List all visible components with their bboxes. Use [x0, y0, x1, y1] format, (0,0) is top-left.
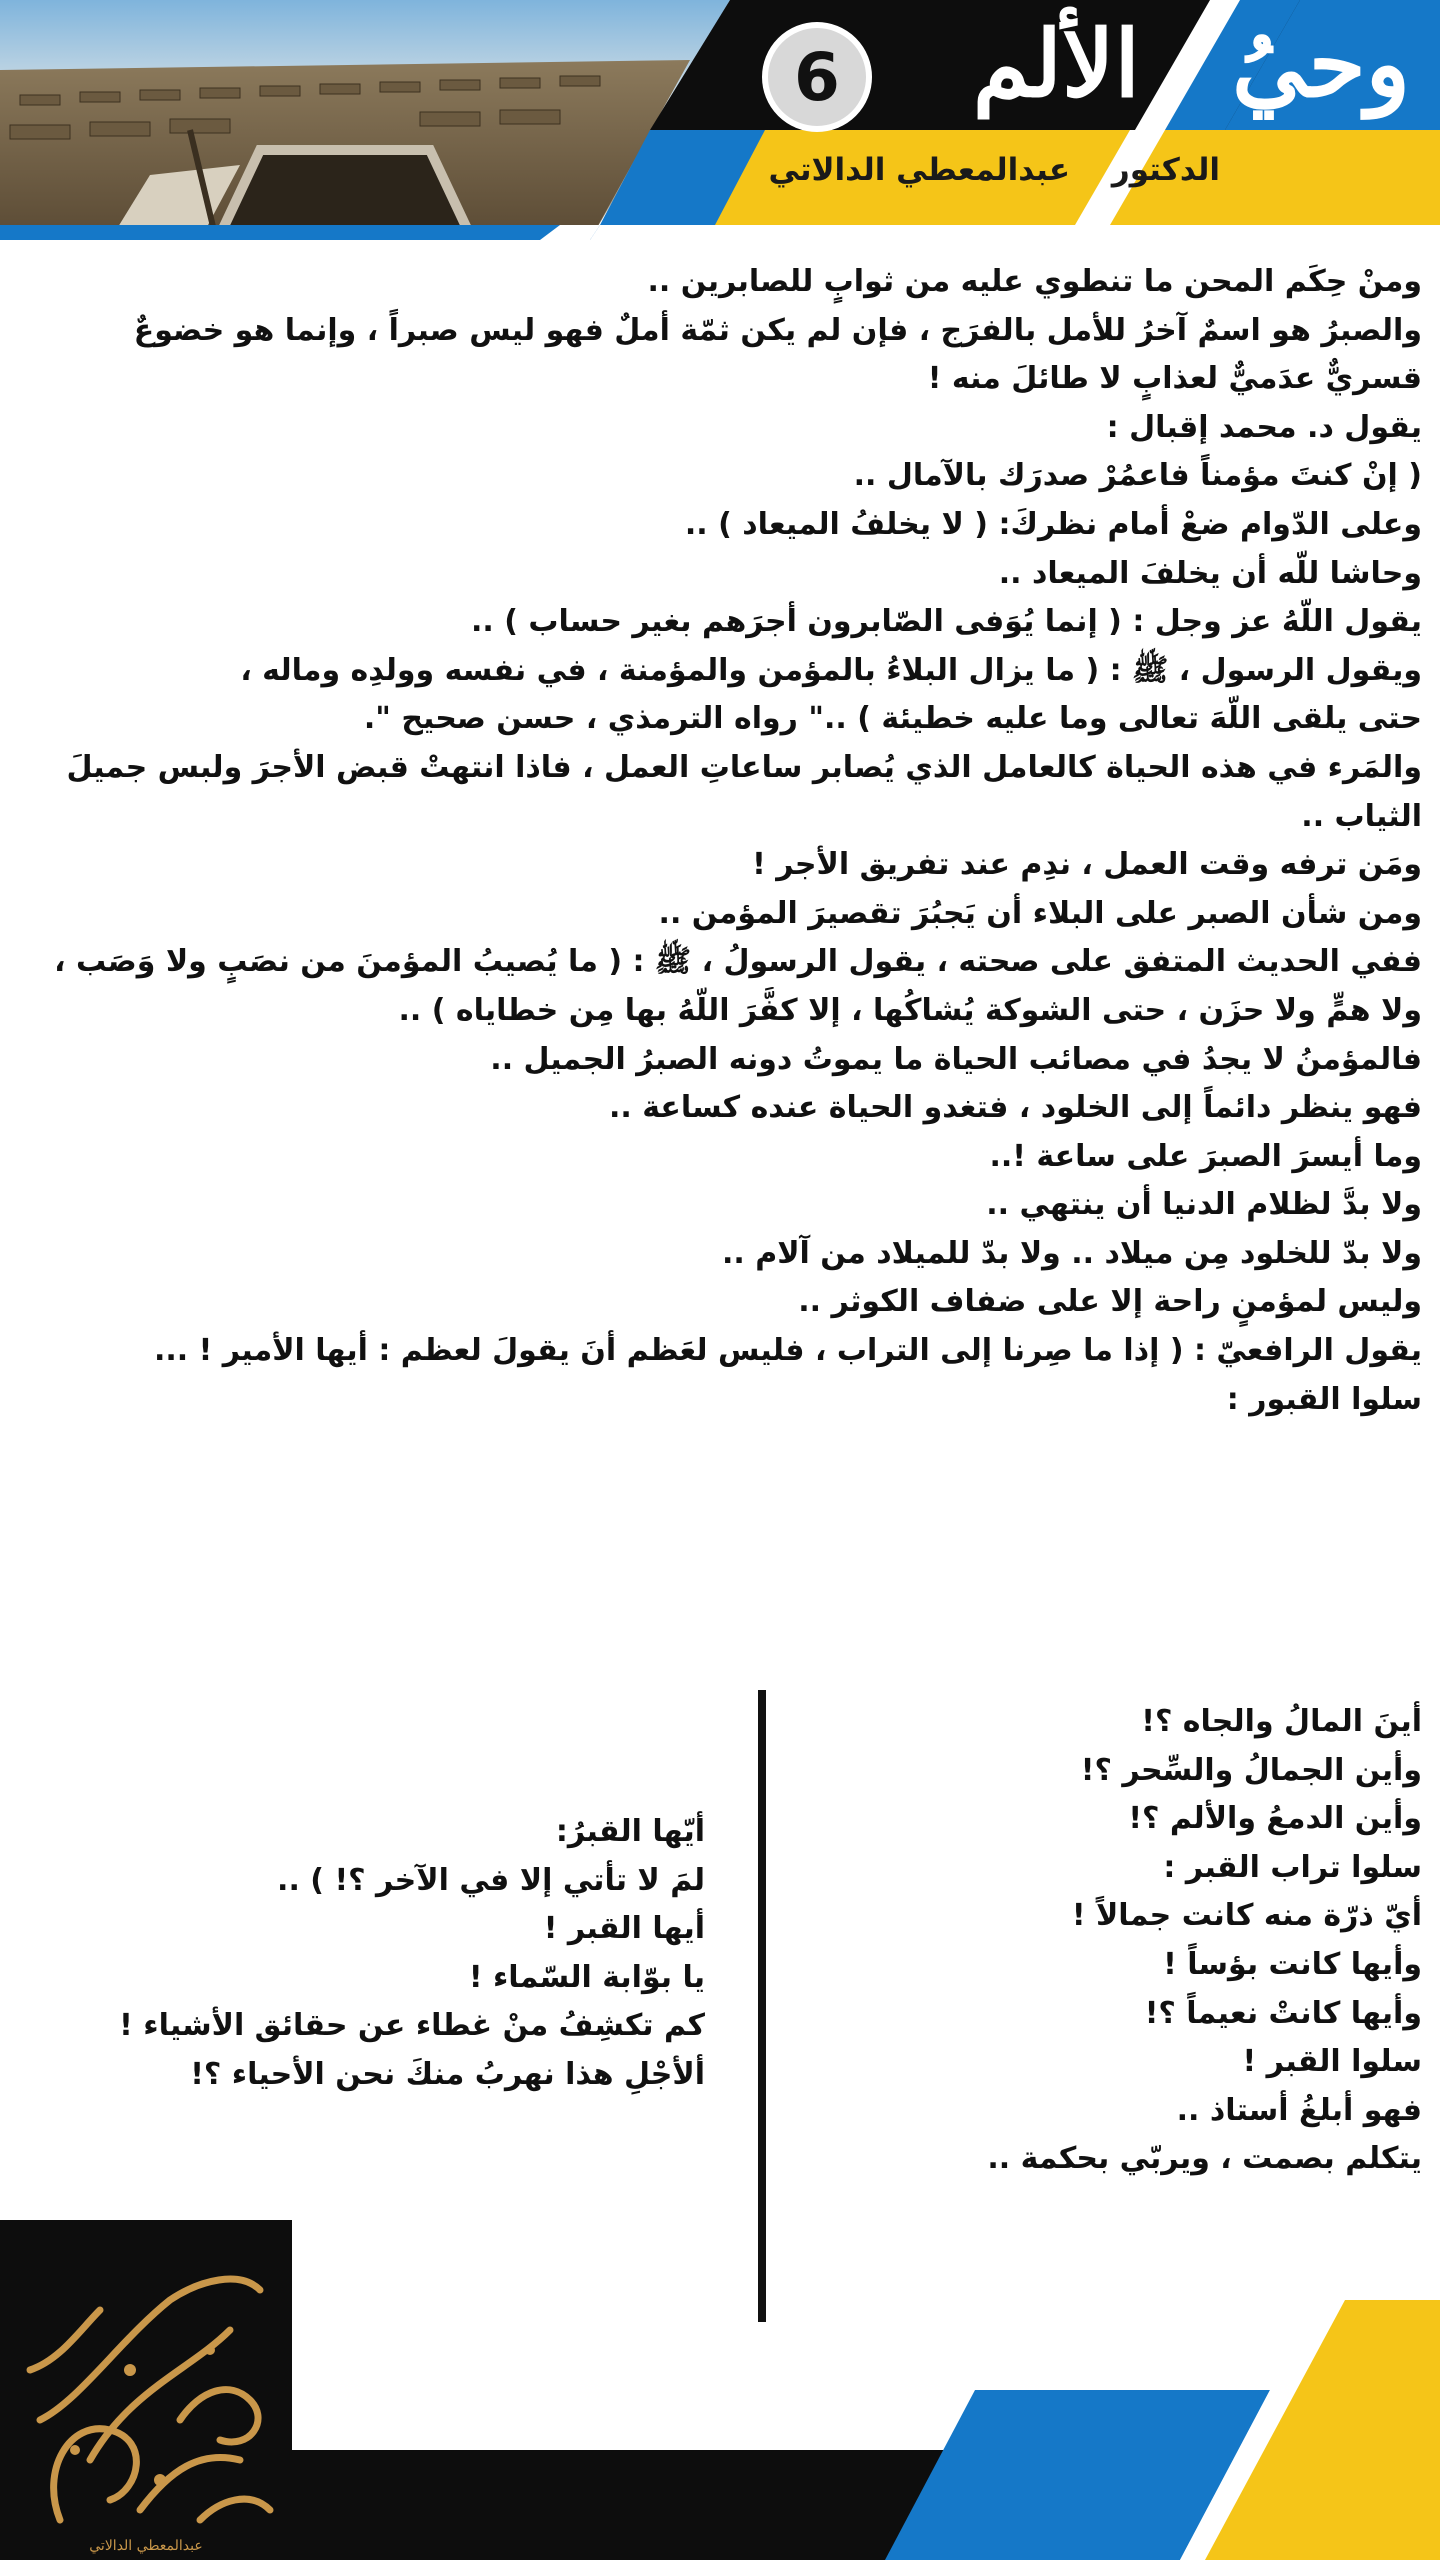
body-line: ولا همٍّ ولا حزَن ، حتى الشوكة يُشاكُها ، إلا كفَّرَ اللّهُ بها مِن خطاياه ) .. [398, 992, 1422, 1028]
right-column-verses [702, 1698, 1422, 2184]
body-line: سلوا القبور : [1226, 1381, 1422, 1417]
body-line: وما أيسرَ الصبرَ على ساعة !.. [989, 1138, 1422, 1174]
verse-line: أيّها القبرُ: [555, 1814, 705, 1849]
issue-number-badge: 6 [762, 22, 872, 132]
title-word-wahy: وحيُ [1232, 10, 1410, 118]
left-column-verses [85, 1808, 705, 2100]
body-line: يقول اللّهُ عز وجل : ( إنما يُوَفى الصّابرون أجرَهم بغير حساب ) .. [471, 604, 1422, 640]
body-line: ومَن ترفه وقت العمل ، ندِم عند تفريق الأجر ! [752, 847, 1422, 883]
verse-line: ألأجْلِ هذا نهربُ منكَ نحن الأحياء ؟! [190, 2056, 705, 2092]
body-line: ومنْ حِكَم المحن ما تنطوي عليه من ثوابٍ للصابرين .. [647, 264, 1422, 299]
verse-line: أيّ ذرّة منه كانت جمالاً ! [1071, 1898, 1422, 1934]
body-line: ومن شأن الصبر على البلاء أن يَجبُرَ تقصيرَ المؤمن .. [658, 895, 1422, 931]
verse-line: أيها القبر ! [543, 1911, 705, 1947]
article-body [18, 258, 1422, 1424]
body-line: فهو ينظر دائماً إلى الخلود ، فتغدو الحياة عنده كساعة .. [608, 1090, 1422, 1126]
footer-banner [0, 2220, 1440, 2560]
author-title: الدكتور [1111, 152, 1220, 188]
verse-line: يتكلم بصمت ، ويربّي بحكمة .. [987, 2141, 1422, 2177]
body-line: والمَرء في هذه الحياة كالعامل الذي يُصابر ساعاتِ العمل ، فاذا انتهتْ قبض الأجرَ ولبس جميلَ [66, 749, 1422, 785]
verse-line: وأيها كانتْ نعيماً ؟! [1144, 1995, 1422, 2031]
body-line: يقول الرافعيّ : ( إذا ما صِرنا إلى التراب ، فليس لعَظم أنَ يقولَ لعظم : أيها الأمير ! ... [153, 1333, 1422, 1369]
verse-line: وأين الدمعُ والألم ؟! [1128, 1801, 1422, 1837]
signature-logo [0, 2220, 292, 2560]
body-line: وليس لمؤمنٍ راحة إلا على ضفاف الكوثر .. [798, 1284, 1422, 1320]
title-word-alam: الألم [972, 10, 1140, 118]
verse-line: يا بوّابة السّماء ! [468, 1959, 705, 1995]
body-line: قسريٌّ عدَميٌّ لعذابٍ لا طائلَ منه ! [927, 361, 1422, 397]
verse-line: سلوا القبر ! [1242, 2044, 1422, 2080]
body-line: ففي الحديث المتفق على صحته ، يقول الرسولُ ، ﷺ : ( ما يُصيبُ المؤمنَ من نصَبٍ ولا وَصَب ، [54, 944, 1422, 980]
body-line: ولا بدَّ لظلام الدنيا أن ينتهي .. [986, 1187, 1422, 1223]
body-line: فالمؤمنُ لا يجدُ في مصائب الحياة ما يموتُ دونه الصبرُ الجميل .. [490, 1041, 1422, 1077]
verse-line: وأين الجمالُ والسِّحر ؟! [1080, 1752, 1422, 1788]
header-banner [0, 0, 1440, 240]
body-line: حتى يلقى اللّهَ تعالى وما عليه خطيئة ) .." رواه الترمذي ، حسن صحيح ". [363, 701, 1422, 737]
verse-line: كم تكشِفُ منْ غطاء عن حقائق الأشياء ! [119, 2008, 705, 2044]
body-line: ويقول الرسول ، ﷺ : ( ما يزال البلاءُ بالمؤمن والمؤمنة ، في نفسه وولدِه وماله ، [240, 652, 1422, 688]
body-line: الثياب .. [1301, 798, 1422, 834]
verse-line: أينَ المالُ والجاه ؟! [1141, 1704, 1422, 1739]
body-line: وحاشا للّه أن يخلفَ الميعاد .. [998, 555, 1422, 591]
body-line: والصبرُ هو اسمٌ آخرُ للأمل بالفرَج ، فإن لم يكن ثمّة أملٌ فهو ليس صبراً ، وإنما هو خضوعٌ [133, 312, 1422, 348]
body-line: وعلى الدّوام ضعْ أمام نظركَ: ( لا يخلفُ الميعاد ) .. [684, 506, 1422, 542]
verse-line: سلوا تراب القبر : [1163, 1849, 1422, 1885]
body-line: ولا بدّ للخلود مِن ميلاد .. ولا بدّ للميلاد من آلام .. [721, 1235, 1422, 1271]
verse-line: لمَ لا تأتي إلا في الآخر ؟! ) .. [277, 1862, 705, 1898]
verse-line: وأيها كانت بؤساً ! [1163, 1946, 1422, 1982]
header-graphic [0, 0, 1440, 240]
signature-text: عبدالمعطي الدالاتي [89, 2538, 203, 2554]
author-name: عبدالمعطي الدالاتي [768, 152, 1070, 188]
verse-line: فهو أبلغُ أستاذ .. [1176, 2092, 1422, 2128]
body-line: ( إنْ كنتَ مؤمناً فاعمُرْ صدرَك بالآمال .. [853, 458, 1422, 494]
body-line: يقول د. محمد إقبال : [1106, 409, 1422, 445]
